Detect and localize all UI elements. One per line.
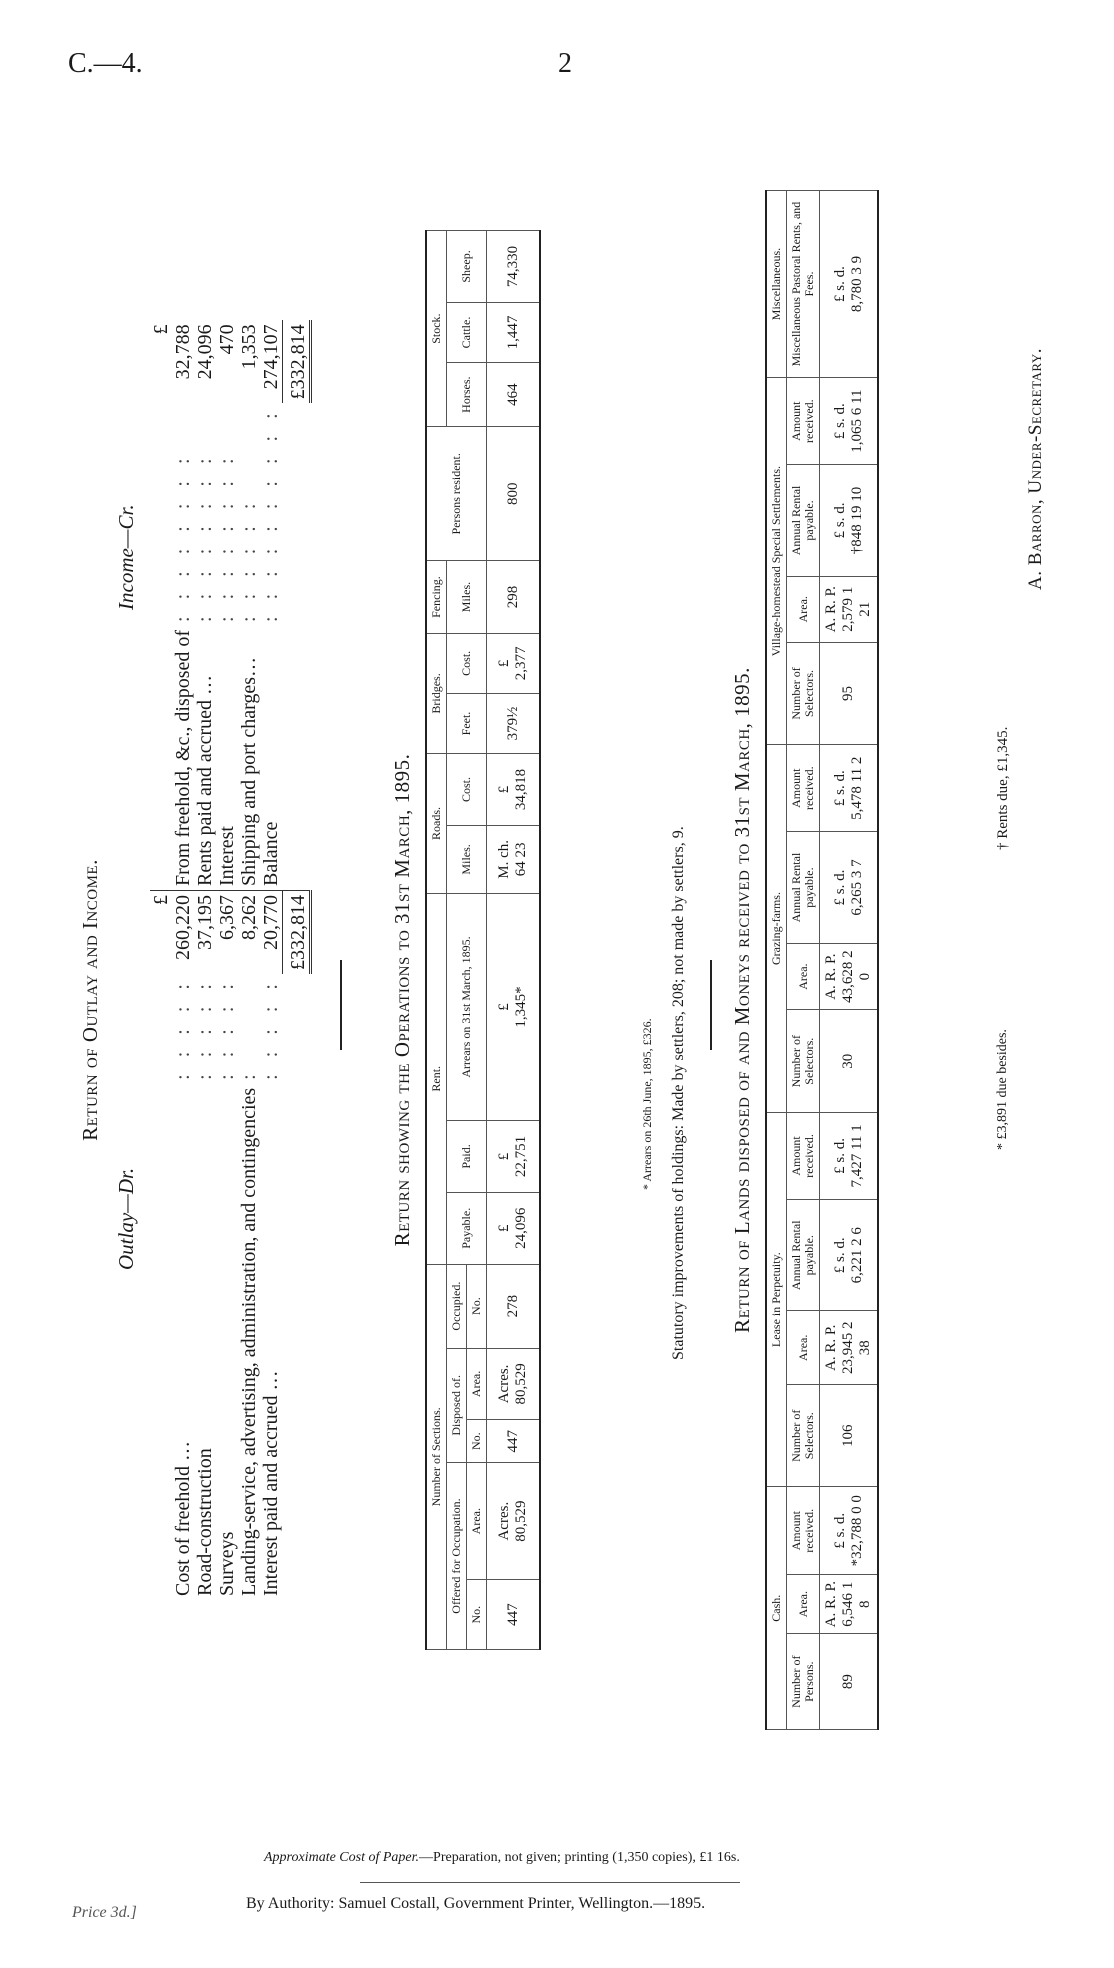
table-cell: £ s. d. 5,478 11 2 xyxy=(820,745,879,832)
lands-col-header: Amount received. xyxy=(787,1487,820,1575)
lands-group-header: Lease in Perpetuity. xyxy=(766,1112,787,1487)
table-cell: £ 34,818 xyxy=(487,754,541,826)
table-cell: 278 xyxy=(487,1264,541,1348)
currency-symbol: £ xyxy=(150,324,172,335)
table-cell: 447 xyxy=(487,1420,541,1463)
table-cell: 800 xyxy=(487,427,541,561)
oi-row: Surveys : : : : : 6,367 Interest : : : : : : : : 470 xyxy=(216,320,238,1600)
page-code: C.—4. xyxy=(68,48,143,79)
table-cell: £ s. d. 7,427 11 1 xyxy=(820,1112,879,1199)
rotated-content xyxy=(70,110,1070,1890)
operations-table xyxy=(425,230,541,1650)
lands-data-row xyxy=(820,191,879,1730)
ops-subgroup-header: Offered for Occupation. xyxy=(447,1463,467,1650)
lands-col-header: Area. xyxy=(787,943,820,1010)
table-cell: £ 1,345* xyxy=(487,893,541,1120)
ops-col-header: Payable. xyxy=(447,1192,487,1264)
income-amount: 24,096 xyxy=(194,324,216,380)
outlay-label: Outlay—Dr. xyxy=(114,1167,138,1270)
table-cell: £ s. d. 6,221 2 6 xyxy=(820,1200,879,1311)
ops-group-header: Stock. xyxy=(426,231,447,427)
table-cell: £ s. d. †848 19 10 xyxy=(820,465,879,576)
page-number: 2 xyxy=(558,48,572,79)
currency-symbol: £ xyxy=(150,891,172,975)
income-item: From freehold, &c., disposed of xyxy=(172,629,194,887)
cost-label: Approximate Cost of Paper. xyxy=(264,1850,420,1865)
lands-col-header: Miscellaneous Pastoral Rents, and Fees. xyxy=(787,191,820,378)
cost-note xyxy=(264,1850,740,1866)
income-item: Shipping and port charges… xyxy=(238,656,260,887)
ops-col-header: Feet. xyxy=(447,693,487,753)
lands-group-header: Cash. xyxy=(766,1487,787,1730)
table-cell: Acres. 80,529 xyxy=(487,1348,541,1420)
income-amount: 274,107 xyxy=(260,324,282,390)
table-cell: £ s. d. 1,065 6 11 xyxy=(820,378,879,465)
authority-rule xyxy=(360,1882,740,1883)
lands-col-header: Number of Selectors. xyxy=(787,642,820,744)
table-cell: A. R. P. 43,628 2 0 xyxy=(820,943,879,1010)
ops-col-header: No. xyxy=(467,1420,487,1463)
lands-title: Return of Lands disposed of and Moneys received to 31st March, 1895. xyxy=(730,667,754,1333)
ops-col-header: Cost. xyxy=(447,633,487,693)
table-cell: 95 xyxy=(820,642,879,744)
outlay-item: Cost of freehold … xyxy=(172,1441,194,1596)
lands-col-header: Annual Rental payable. xyxy=(787,1200,820,1311)
lands-col-header: Area. xyxy=(787,1311,820,1385)
income-amount: 1,353 xyxy=(238,324,260,370)
table-cell: M. ch. 64 23 xyxy=(487,825,541,893)
table-cell: A. R. P. 6,546 1 8 xyxy=(820,1575,879,1634)
signature: A. Barron, Under-Secretary. xyxy=(1025,347,1046,590)
income-label: Income—Cr. xyxy=(114,504,138,610)
oi-row: Landing-service, advertising, administration, and contingencies : 8,262 Shipping and port charges… : : : : : : 1,353 xyxy=(238,320,260,1600)
arrears-footnote: * Arrears on 26th June, 1895, £326. xyxy=(640,1018,654,1190)
table-cell: 89 xyxy=(820,1634,879,1730)
table-cell: £ 2,377 xyxy=(487,633,541,693)
oi-row: Road-construction : : : : : 37,195 Rents paid and accrued … : : : : : : : : 24,096 xyxy=(194,320,216,1600)
section-divider xyxy=(340,960,342,1050)
ops-data-row xyxy=(487,231,541,1650)
lands-col-header: Amount received. xyxy=(787,378,820,465)
ops-col-header: Paid. xyxy=(447,1121,487,1193)
table-cell: 447 xyxy=(487,1580,541,1650)
authority-line: By Authority: Samuel Costall, Government Printer, Wellington.—1895. xyxy=(246,1895,706,1912)
lands-col-header: Annual Rental payable. xyxy=(787,832,820,943)
ops-col-header: Area. xyxy=(467,1463,487,1580)
ops-group-header: Bridges. xyxy=(426,633,447,753)
ops-col-header: Arrears on 31st March, 1895. xyxy=(447,893,487,1120)
outlay-amount: 6,367 xyxy=(216,891,238,975)
table-cell: A. R. P. 23,945 2 38 xyxy=(820,1311,879,1385)
income-item: Interest xyxy=(216,826,238,887)
ops-subgroup-header: Disposed of. xyxy=(447,1348,467,1463)
table-cell: 30 xyxy=(820,1010,879,1112)
table-cell: 464 xyxy=(487,363,541,427)
ops-group-header: Fencing. xyxy=(426,561,447,633)
ops-col-header: Horses. xyxy=(447,363,487,427)
ops-col-header: Cost. xyxy=(447,754,487,826)
ops-header-row xyxy=(426,231,447,1650)
lands-header-row xyxy=(766,191,787,1730)
ops-col-header: Miles. xyxy=(447,561,487,633)
ops-group-header: Roads. xyxy=(426,754,447,894)
table-cell: Acres. 80,529 xyxy=(487,1463,541,1580)
lands-col-header: Annual Rental payable. xyxy=(787,465,820,576)
ops-col-header: No. xyxy=(467,1580,487,1650)
income-amount: 470 xyxy=(216,324,238,355)
outlay-item: Surveys xyxy=(216,1531,238,1596)
statutory-improvements: Statutory improvements of holdings: Made by settlers, 208; not made by settlers, 9. xyxy=(670,826,687,1360)
oi-row: Interest paid and accrued … : : : : : 20,770 Balance : : : : : : : : : : 274,107 xyxy=(260,320,283,1600)
income-item: Balance xyxy=(260,821,282,887)
table-cell: 1,447 xyxy=(487,302,541,362)
ops-col-header: Area. xyxy=(467,1348,487,1420)
outlay-amount: 260,220 xyxy=(172,891,194,975)
income-total: £332,814 xyxy=(283,320,311,403)
outlay-amount: 8,262 xyxy=(238,891,260,975)
income-amount: 32,788 xyxy=(172,324,194,380)
table-cell: £ s. d. *32,788 0 0 xyxy=(820,1487,879,1575)
ops-col-header: Miles. xyxy=(447,825,487,893)
lands-col-header: Number of Selectors. xyxy=(787,1385,820,1487)
operations-title: Return showing the Operations to 31st March, 1895. xyxy=(390,753,414,1247)
oi-total-row xyxy=(283,320,311,1600)
ops-col-header: Cattle. xyxy=(447,302,487,362)
ops-col-header: Persons resident. xyxy=(426,427,487,561)
outlay-total: £332,814 xyxy=(283,891,311,975)
lands-col-header: Number of Selectors. xyxy=(787,1010,820,1112)
outlay-amount: 20,770 xyxy=(260,891,283,975)
oi-currency-row xyxy=(150,320,172,1600)
table-cell: £ 24,096 xyxy=(487,1192,541,1264)
ops-group-header: Rent. xyxy=(426,893,447,1264)
lands-col-header: Amount received. xyxy=(787,1112,820,1199)
lands-header-row xyxy=(787,191,820,1730)
outlay-item: Road-construction xyxy=(194,1448,216,1596)
ops-col-header: Sheep. xyxy=(447,231,487,303)
table-cell: 298 xyxy=(487,561,541,633)
table-cell: 74,330 xyxy=(487,231,541,303)
table-cell: £ s. d. 8,780 3 9 xyxy=(820,191,879,378)
table-cell: 106 xyxy=(820,1385,879,1487)
lands-group-header: Grazing-farms. xyxy=(766,745,787,1113)
cost-text: —Preparation, not given; printing (1,350 copies), £1 16s. xyxy=(419,1850,740,1865)
outlay-amount: 37,195 xyxy=(194,891,216,975)
price-note: Price 3d.] xyxy=(72,1904,137,1921)
ops-subgroup-header: Occupied. xyxy=(447,1264,467,1348)
lands-group-header: Miscellaneous. xyxy=(766,191,787,378)
outlay-income-title: Return of Outlay and Income. xyxy=(78,859,102,1141)
rents-footnote: † Rents due, £1,345. xyxy=(995,726,1011,850)
income-item: Rents paid and accrued … xyxy=(194,674,216,887)
lands-col-header: Number of Persons. xyxy=(787,1634,820,1730)
table-cell: A. R. P. 2,579 1 21 xyxy=(820,576,879,642)
ops-group-header: Number of Sections. xyxy=(426,1264,447,1649)
lands-col-header: Area. xyxy=(787,576,820,642)
table-cell: £ 22,751 xyxy=(487,1121,541,1193)
table-cell: 379½ xyxy=(487,693,541,753)
outlay-income-table xyxy=(150,130,312,1600)
lands-col-header: Amount received. xyxy=(787,745,820,832)
lands-col-header: Area. xyxy=(787,1575,820,1634)
lands-group-header: Village-homestead Special Settlements. xyxy=(766,378,787,745)
ops-col-header: No. xyxy=(467,1264,487,1348)
table-cell: £ s. d. 6,265 3 7 xyxy=(820,832,879,943)
due-footnote: * £3,891 due besides. xyxy=(995,1029,1010,1150)
lands-table xyxy=(765,190,879,1730)
outlay-item: Interest paid and accrued … xyxy=(260,1370,282,1596)
oi-row: Cost of freehold … : : : : : 260,220 From freehold, &c., disposed of : : : : : : : : 32,788 xyxy=(172,320,194,1600)
outlay-item: Landing-service, advertising, administration, and contingencies xyxy=(238,1087,260,1596)
section-divider xyxy=(710,960,712,1050)
